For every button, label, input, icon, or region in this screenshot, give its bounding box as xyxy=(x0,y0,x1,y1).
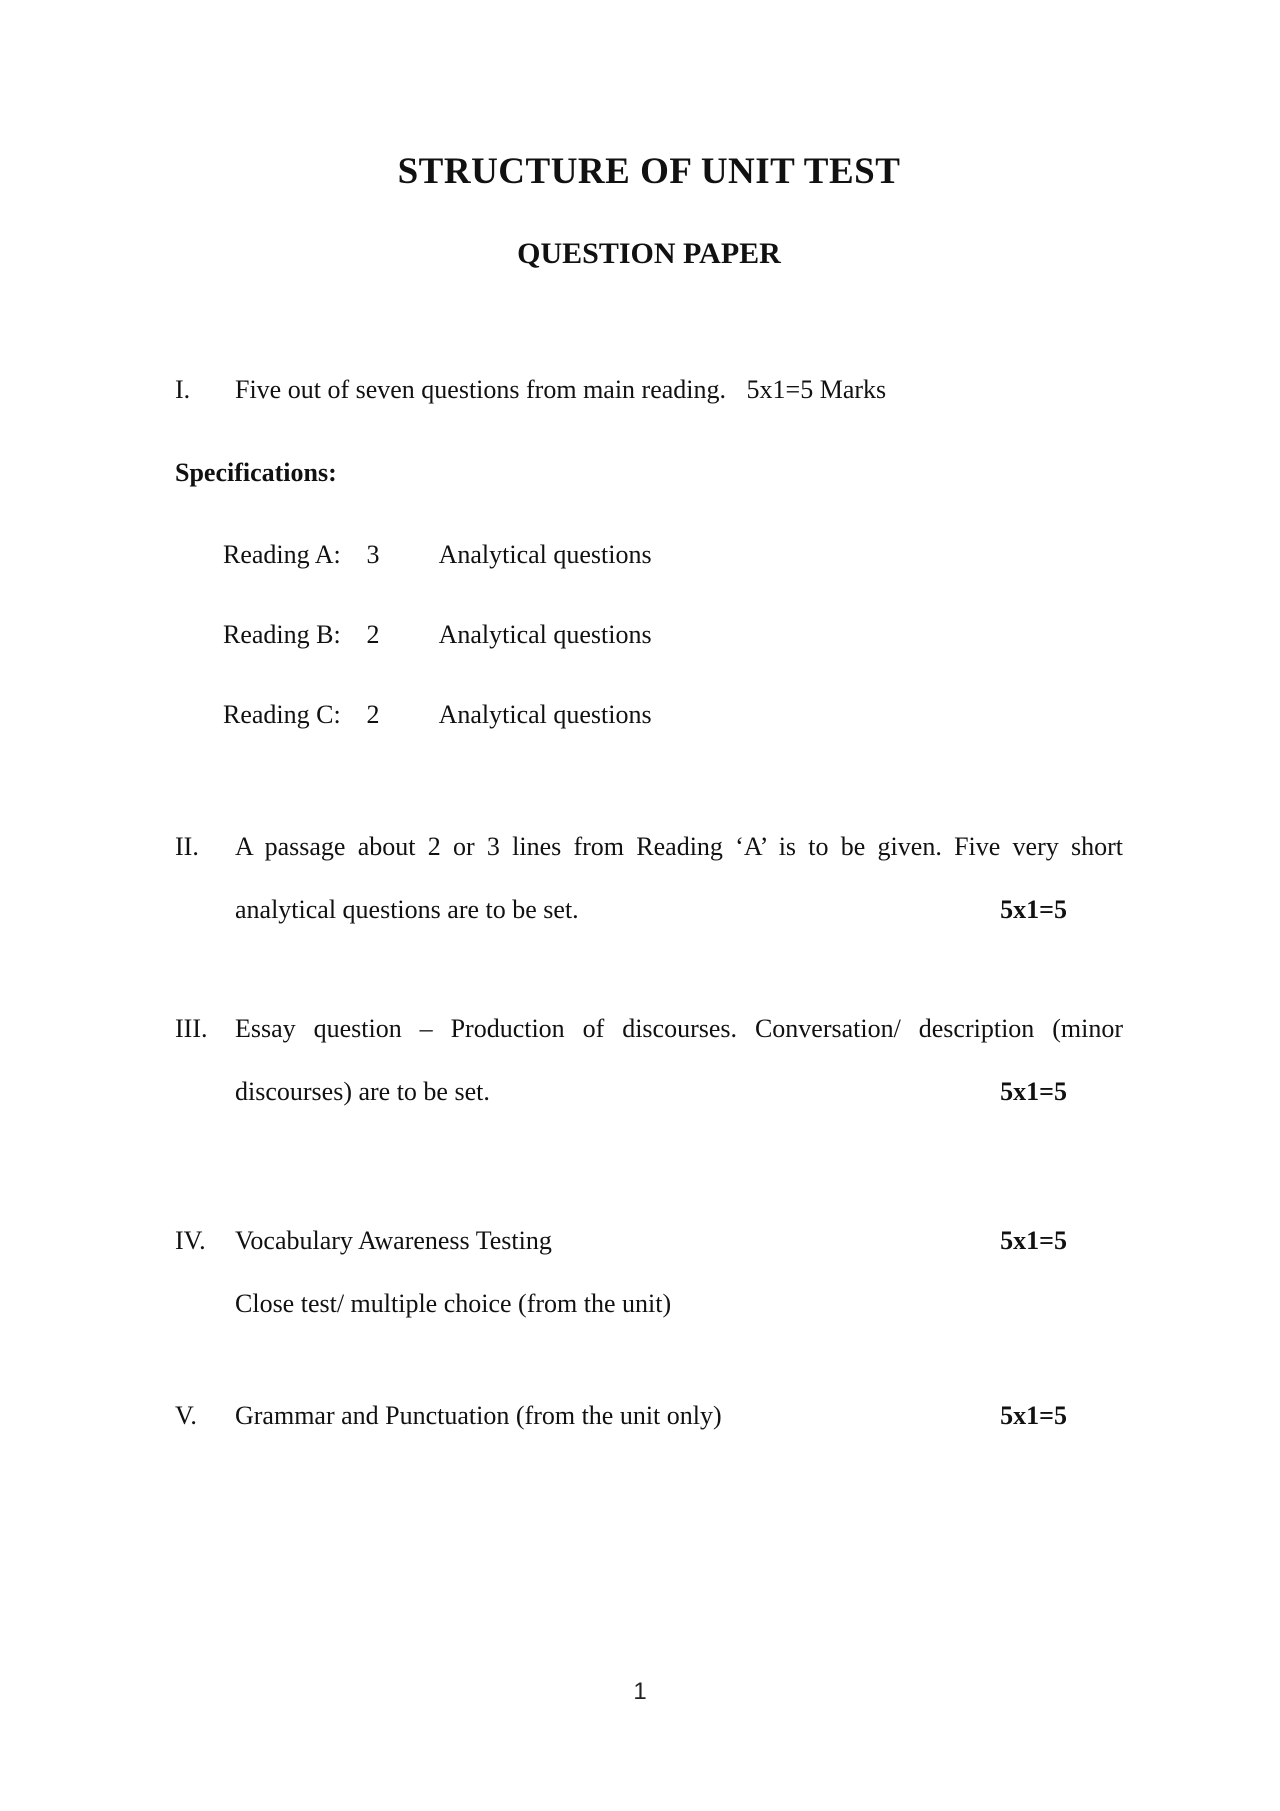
document-content xyxy=(175,0,1123,1811)
item-V-numeral: V. xyxy=(175,1401,197,1430)
item-II-line2: analytical questions are to be set. xyxy=(235,895,579,924)
item-III-marks: 5x1=5 xyxy=(1000,1077,1067,1106)
spec-row-reading-a xyxy=(223,539,652,571)
spec-count: 3 xyxy=(366,540,380,569)
specifications-heading: Specifications: xyxy=(175,458,337,487)
page-title: STRUCTURE OF UNIT TEST xyxy=(397,151,901,192)
item-III-line1: Essay question – Production of discourses. Conversation/ description (minor xyxy=(235,1014,1123,1043)
spec-description: Analytical questions xyxy=(438,700,652,729)
spec-row-reading-c xyxy=(223,699,652,731)
item-V-line-row xyxy=(235,1400,1123,1432)
item-I-marks: 5x1=5 Marks xyxy=(746,375,887,404)
item-IV-numeral: IV. xyxy=(175,1226,206,1255)
item-IV-line1: Vocabulary Awareness Testing xyxy=(235,1226,552,1255)
item-II-line1: A passage about 2 or 3 lines from Reading ‘A’ is to be given. Five very short xyxy=(235,832,1123,861)
item-IV-line2: Close test/ multiple choice (from the unit) xyxy=(235,1289,672,1318)
spec-row-reading-b xyxy=(223,619,652,651)
item-III-line2-row xyxy=(235,1060,1123,1123)
page-number: 1 xyxy=(633,1678,647,1705)
item-I-text: Five out of seven questions from main reading. xyxy=(235,375,727,404)
spec-label: Reading B: xyxy=(223,620,341,649)
item-III-numeral: III. xyxy=(175,1014,208,1043)
spec-count: 2 xyxy=(366,700,380,729)
item-I xyxy=(175,374,1123,406)
item-IV xyxy=(175,1209,1123,1335)
spec-description: Analytical questions xyxy=(438,540,652,569)
spec-count: 2 xyxy=(366,620,380,649)
spec-description: Analytical questions xyxy=(438,620,652,649)
item-II xyxy=(175,815,1123,941)
item-V-marks: 5x1=5 xyxy=(1000,1401,1067,1430)
item-IV-marks: 5x1=5 xyxy=(1000,1226,1067,1255)
item-IV-line2-row xyxy=(235,1272,1123,1335)
spec-label: Reading C: xyxy=(223,700,341,729)
item-IV-line1-row xyxy=(235,1209,1123,1272)
item-V-line1: Grammar and Punctuation (from the unit only) xyxy=(235,1401,722,1430)
item-V xyxy=(175,1400,1123,1432)
page-subtitle: QUESTION PAPER xyxy=(517,237,781,270)
item-III xyxy=(175,997,1123,1123)
item-I-numeral: I. xyxy=(175,375,191,404)
item-II-line2-row xyxy=(235,878,1123,941)
item-II-numeral: II. xyxy=(175,832,199,861)
item-III-line2: discourses) are to be set. xyxy=(235,1077,490,1106)
spec-label: Reading A: xyxy=(223,540,341,569)
item-II-marks: 5x1=5 xyxy=(1000,895,1067,924)
